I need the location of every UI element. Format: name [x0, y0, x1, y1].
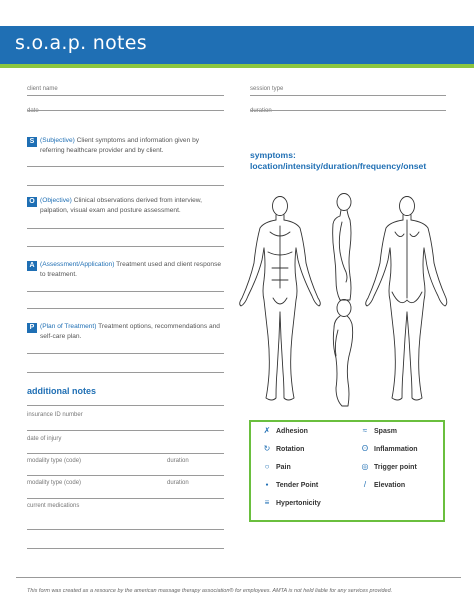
section-p-description — [40, 322, 224, 341]
duration-label: duration — [250, 108, 272, 114]
section-o-line-1[interactable] — [27, 228, 224, 229]
section-a-badge: A — [27, 261, 37, 271]
section-p-line-1[interactable] — [27, 353, 224, 354]
insurance-id-line[interactable] — [27, 430, 224, 431]
date-of-injury-label: date of injury — [27, 436, 62, 442]
legend-hypertonicity: Hypertonicity — [276, 500, 321, 507]
dot-icon: ● — [265, 482, 269, 488]
client-name-label: client name — [27, 86, 58, 92]
current-medications-line-1[interactable] — [27, 529, 224, 530]
legend-spasm: Spasm — [374, 428, 397, 435]
additional-notes-title: additional notes — [27, 386, 97, 396]
section-s-line-1[interactable] — [27, 166, 224, 167]
section-a-keyword: (Assessment/Application) — [40, 261, 115, 268]
section-a-line-1[interactable] — [27, 291, 224, 292]
equals-icon: ≡ — [264, 498, 270, 507]
footer-disclaimer: This form was created as a resource by the american massage therapy association® for employees. AMTA is not held liable for any services provided. — [27, 588, 393, 594]
legend-rotation: Rotation — [276, 446, 305, 453]
current-medications-label: current medications — [27, 503, 80, 509]
section-s-line-2[interactable] — [27, 185, 224, 186]
section-p-text: Treatment options, recommendations and self-care plan. — [40, 323, 220, 340]
section-o-description — [40, 196, 224, 215]
modality-type-2-label: modality type (code) — [27, 480, 82, 486]
section-o-keyword: (Objective) — [40, 197, 72, 204]
section-o-line-2[interactable] — [27, 246, 224, 247]
session-type-label: session type — [250, 86, 284, 92]
footer-divider — [16, 577, 461, 578]
section-s-description — [40, 136, 224, 155]
section-o-badge: O — [27, 197, 37, 207]
section-a-line-2[interactable] — [27, 308, 224, 309]
date-of-injury-line[interactable] — [27, 453, 224, 454]
section-s-badge: S — [27, 137, 37, 147]
inflammation-icon: ʘ — [361, 444, 369, 453]
section-o-text: Clinical observations derived from interview, palpation, visual exam and posture assessment. — [40, 197, 202, 214]
legend-pain: Pain — [276, 464, 291, 471]
client-name-line[interactable] — [27, 95, 224, 96]
symptoms-heading — [250, 150, 426, 172]
section-p-keyword: (Plan of Treatment) — [40, 323, 97, 330]
x-mark-icon: ✗ — [263, 426, 271, 435]
section-s-text: Client symptoms and information given by referring healthcare provider and by client. — [40, 137, 200, 154]
circle-icon: ○ — [264, 462, 270, 471]
section-a-text: Treatment used and client response to treatment. — [40, 261, 222, 278]
session-type-line[interactable] — [250, 95, 446, 96]
approx-icon: ≈ — [362, 426, 368, 435]
body-side-figure-lower — [333, 300, 352, 407]
symptoms-heading-line-2: location/intensity/duration/frequency/onset — [250, 161, 427, 171]
legend-elevation: Elevation — [374, 482, 406, 489]
rotation-icon: ↻ — [263, 444, 271, 453]
section-a-description — [40, 260, 224, 279]
header-bar — [0, 26, 474, 64]
section-s-keyword: (Subjective) — [40, 137, 75, 144]
slash-icon: / — [363, 480, 367, 489]
modality-type-1-line[interactable] — [27, 475, 224, 476]
body-front-figure — [240, 197, 321, 401]
duration-2-label: duration — [167, 480, 189, 486]
legend-trigger-point: Trigger point — [374, 464, 417, 471]
modality-type-2-line[interactable] — [27, 498, 224, 499]
date-line[interactable] — [27, 110, 224, 111]
target-icon: ◎ — [361, 462, 369, 471]
symptoms-heading-line-1: symptoms: — [250, 150, 296, 160]
section-p-line-2[interactable] — [27, 372, 224, 373]
body-diagram[interactable] — [232, 188, 448, 410]
date-label: date — [27, 108, 39, 114]
legend-tender-point: Tender Point — [276, 482, 319, 489]
legend-inflammation: Inflammation — [374, 446, 418, 453]
insurance-id-label: insurance ID number — [27, 412, 83, 418]
modality-type-1-label: modality type (code) — [27, 458, 82, 464]
header-accent-stripe — [0, 64, 474, 68]
body-side-figure-upper — [333, 194, 351, 301]
body-back-figure — [366, 197, 447, 401]
legend-adhesion: Adhesion — [276, 428, 308, 435]
page-title: s.o.a.p. notes — [15, 32, 147, 54]
duration-line[interactable] — [250, 110, 446, 111]
section-p-badge: P — [27, 323, 37, 333]
duration-1-label: duration — [167, 458, 189, 464]
additional-notes-line[interactable] — [27, 405, 224, 406]
current-medications-line-2[interactable] — [27, 548, 224, 549]
